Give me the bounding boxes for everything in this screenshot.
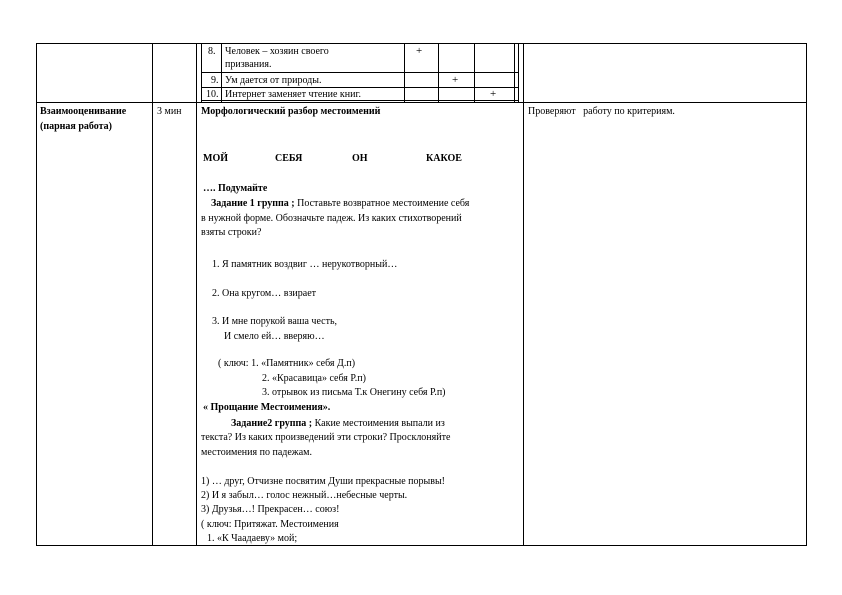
- row10-number: 10.: [206, 89, 219, 100]
- text-line-2: 2) И я забыл… голос нежный…небесные черты.: [201, 490, 408, 501]
- table-border-col2: [152, 43, 153, 546]
- text-line-1: 1) … друг, Отчизне посвятим Души прекрасные порывы!: [201, 476, 445, 487]
- pronoun-word-3: ОН: [352, 153, 368, 164]
- student-activity: Проверяют работу по критериям.: [528, 106, 675, 117]
- task2-text: Какие местоимения выпали из: [312, 418, 445, 429]
- farewell-title: « Прощание Местоимения».: [203, 402, 331, 413]
- row8-text-line2: призвания.: [225, 59, 272, 70]
- text-line-5: 1. «К Чаадаеву» мой;: [207, 533, 298, 544]
- stage-name-line2: (парная работа): [40, 121, 112, 132]
- table-border-right: [806, 43, 807, 546]
- task1-line3: взяты строки?: [201, 227, 262, 238]
- content-heading: Морфологический разбор местоимений: [201, 106, 381, 117]
- task1-title: Задание 1 группа ;: [211, 198, 295, 209]
- row10-mark: +: [490, 88, 497, 100]
- text-line-3: 3) Друзья…! Прекрасен… союз!: [201, 504, 340, 515]
- quote-3-line1: 3. И мне порукой ваша честь,: [212, 316, 338, 327]
- task2-line1: [231, 417, 445, 430]
- key1-line3: 3. отрывок из письма Т.к Онегину себя Р.п): [262, 387, 446, 398]
- row10-text: Интернет заменяет чтение книг.: [225, 89, 361, 100]
- quote-2: 2. Она кругом… взирает: [212, 288, 316, 299]
- task1-text: Поставьте возвратное местоимение себя: [294, 198, 470, 209]
- nested-row-line-1: [201, 72, 519, 73]
- row9-mark: +: [452, 74, 459, 86]
- row8-number: 8.: [208, 46, 216, 57]
- table-border-col4: [523, 43, 524, 546]
- stage-time: 3 мин: [157, 106, 182, 117]
- row9-number: 9.: [211, 75, 219, 86]
- table-border-col3: [196, 43, 197, 546]
- key1-line1: ( ключ: 1. «Памятник» себя Д.п): [218, 358, 356, 369]
- task2-title: Задание2 группа ;: [231, 418, 313, 429]
- stage-name-line1: Взаимооценивание: [40, 106, 127, 117]
- table-border-top: [36, 43, 807, 44]
- task1-line1: [211, 197, 469, 210]
- think-prompt: …. Подумайте: [203, 183, 268, 194]
- row8-mark: +: [416, 45, 423, 57]
- text-line-4: ( ключ: Притяжат. Местоимения: [201, 519, 339, 530]
- table-border-left: [36, 43, 37, 546]
- key1-line2: 2. «Красавица» себя Р.п): [262, 373, 366, 384]
- row9-text: Ум дается от природы.: [225, 75, 322, 86]
- table-row-separator: [36, 102, 807, 103]
- quote-3-line2: И смело ей… вверяю…: [224, 331, 325, 342]
- row8-text-line1: Человек – хозяин своего: [225, 46, 329, 57]
- pronoun-word-4: КАКОЕ: [426, 153, 462, 164]
- table-border-bottom: [36, 545, 807, 546]
- quote-1: 1. Я памятник воздвиг … нерукотворный…: [212, 259, 398, 270]
- pronoun-word-2: СЕБЯ: [275, 153, 303, 164]
- pronoun-word-1: МОЙ: [203, 153, 228, 164]
- task1-line2: в нужной форме. Обозначьте падеж. Из каких стихотворений: [201, 213, 462, 224]
- task2-line2: текста? Из каких произведений эти строки? Просклоняйте: [201, 432, 451, 443]
- task2-line3: местоимения по падежам.: [201, 447, 312, 458]
